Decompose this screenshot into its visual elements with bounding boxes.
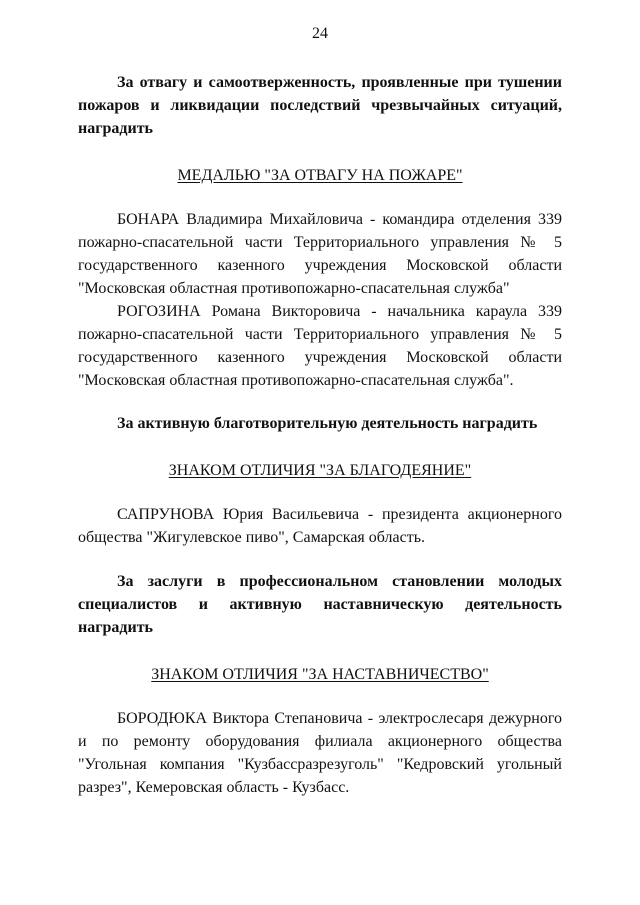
award-intro-bravery: За отвагу и самоотверженность, проявленные при тушении пожаров и ликвидации последствий чрезвычайных ситуаций, наградить (78, 74, 562, 137)
recipient-bonar: БОНАРА Владимира Михайловича - командира отделения 339 пожарно-спасательной части Территориального управления № 5 государственного казенного учреждения Московской области "Московская областная противопожарно-спасательная служба" (78, 211, 562, 297)
award-heading-bravery-medal: МЕДАЛЬЮ "ЗА ОТВАГУ НА ПОЖАРЕ" (177, 167, 463, 184)
award-heading-mentorship-badge: ЗНАКОМ ОТЛИЧИЯ "ЗА НАСТАВНИЧЕСТВО" (151, 666, 489, 683)
recipient-saprunov: САПРУНОВА Юрия Васильевича - президента акционерного общества "Жигулевское пиво", Самарская область. (78, 506, 562, 546)
recipient-rogozin: РОГОЗИНА Романа Викторовича - начальника караула 339 пожарно-спасательной части Территориального управления № 5 государственного казенного учреждения Московской области "Московская областная противопожарно-спасательная служба". (78, 303, 562, 389)
recipient-borodyuk: БОРОДЮКА Виктора Степановича - электрослесаря дежурного и по ремонту оборудования филиала акционерного общества "Угольная компания "Кузбассразрезуголь" "Кедровский угольный разрез", Кемеровская область - Кузбасс. (78, 710, 562, 796)
award-intro-mentorship: За заслуги в профессиональном становлении молодых специалистов и активную наставническую деятельность наградить (78, 573, 562, 636)
award-heading-charity-badge: ЗНАКОМ ОТЛИЧИЯ "ЗА БЛАГОДЕЯНИЕ" (168, 462, 472, 479)
page-number: 24 (312, 25, 328, 42)
award-intro-charity: За активную благотворительную деятельность наградить (117, 415, 538, 432)
